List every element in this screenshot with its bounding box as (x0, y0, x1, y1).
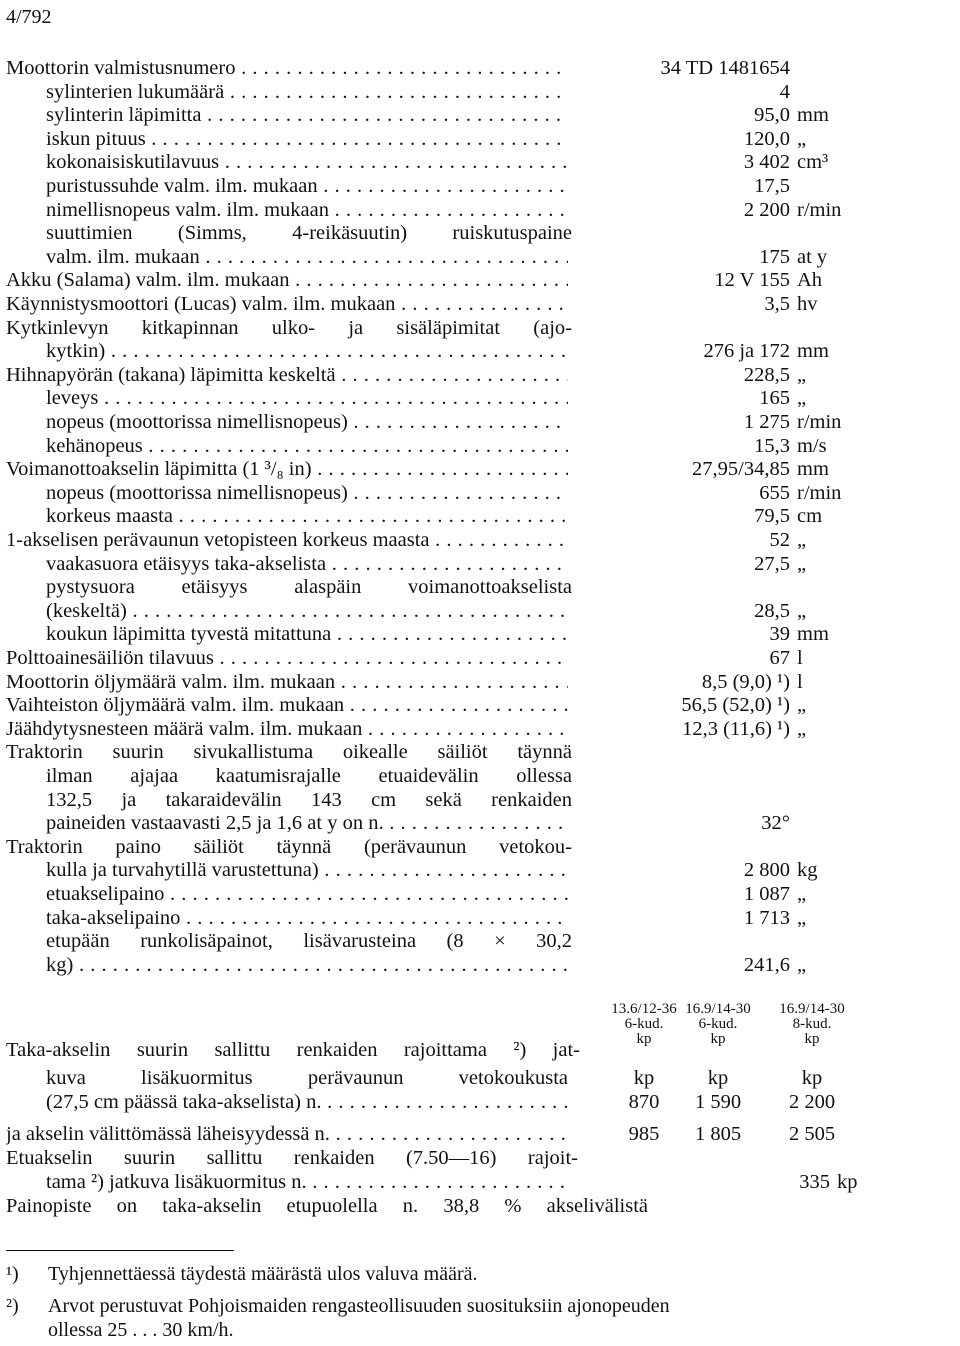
spec-value: 241,6 (743, 953, 790, 976)
tire-load-row (0, 1038, 960, 1062)
spec-label: sylinterin läpimitta . . . (46, 103, 568, 127)
spec-value: 1 713 (743, 906, 790, 929)
spec-value: 1 087 (743, 883, 790, 905)
spec-label: etuakselipaino . . . (46, 882, 568, 906)
spec-label: pystysuora etäisyys alaspäin voimanottoakselista (46, 576, 572, 599)
spec-row (0, 481, 960, 505)
spec-value: 165 (759, 387, 790, 410)
tire-load-label: kuva lisäkuormitus perävaunun vetokoukusta (46, 1067, 568, 1089)
tire-load-value: 2 505 (788, 1123, 836, 1145)
footnote (6, 1294, 876, 1342)
spec-unit: „ (797, 387, 807, 410)
spec-unit: r/min (797, 198, 842, 221)
spec-value: 27,5 (754, 552, 790, 575)
center-of-gravity-text: Painopiste on taka-akselin etupuolella n. 38,8 % akselivälistä (6, 1195, 648, 1217)
tire-load-value: 870 (628, 1091, 660, 1113)
spec-row (0, 386, 960, 410)
spec-label: nopeus (moottorissa nimellisnopeus) . . . (46, 410, 568, 434)
spec-label: Akku (Salama) valm. ilm. mukaan . . . (6, 268, 568, 292)
tire-load-label: (27,5 cm päässä taka-akselista) n. . . . (46, 1090, 568, 1114)
spec-row (0, 953, 960, 977)
spec-value: 39 (769, 623, 790, 646)
spec-label: etupään runkolisäpainot, lisävarusteina (8 × 30,2 (46, 930, 572, 953)
spec-unit: „ (797, 717, 807, 740)
spec-row (0, 858, 960, 882)
spec-value: 27,95/34,85 (692, 458, 790, 481)
spec-value: 175 (759, 245, 790, 268)
spec-unit: „ (797, 363, 807, 386)
spec-unit: r/min (797, 411, 842, 433)
tire-load-value: 1 805 (694, 1123, 742, 1145)
spec-label: Käynnistysmoottori (Lucas) valm. ilm. mukaan . . . (6, 292, 568, 316)
tire-load-row (0, 1066, 960, 1090)
spec-label: Kytkinlevyn kitkapinnan ulko- ja sisäläpimitat (ajo- (6, 316, 572, 339)
spec-row (0, 504, 960, 528)
spec-value: 67 (769, 647, 790, 669)
spec-value: 120,0 (743, 127, 790, 150)
spec-row (0, 717, 960, 741)
tire-load-value: kp (801, 1067, 823, 1089)
spec-row (0, 174, 960, 198)
spec-row (0, 646, 960, 670)
tire-column-header: 13.6/12-36 (611, 1001, 677, 1017)
spec-unit: „ (797, 953, 807, 976)
tire-load-row (0, 1122, 960, 1146)
spec-row (0, 316, 960, 340)
spec-label: Vaihteiston öljymäärä valm. ilm. mukaan . . . (6, 693, 568, 717)
spec-unit: mm (797, 104, 829, 127)
spec-value: 12 V 155 (714, 269, 790, 292)
spec-unit: at y (797, 245, 828, 268)
spec-row (0, 906, 960, 930)
spec-row (0, 528, 960, 552)
spec-unit: „ (797, 127, 807, 150)
spec-row (0, 599, 960, 623)
spec-row (0, 56, 960, 80)
spec-row (0, 80, 960, 104)
front-axle-unit: kp (837, 1171, 858, 1193)
front-axle-label: tama ²) jatkuva lisäkuormitus n. . . . (46, 1170, 568, 1194)
spec-row (0, 434, 960, 458)
spec-value: 95,0 (754, 104, 790, 127)
tire-load-value: 1 590 (694, 1091, 742, 1113)
spec-unit: r/min (797, 481, 842, 504)
footnote (6, 1262, 876, 1286)
tire-load-value: 985 (628, 1123, 660, 1145)
spec-label: Hihnapyörän (takana) läpimitta keskeltä . . . (6, 363, 568, 387)
spec-value: 12,3 (11,6) ¹) (682, 717, 790, 740)
spec-label: suuttimien (Simms, 4-reikäsuutin) ruiskutuspaine (46, 222, 572, 245)
tire-load-value: 2 200 (788, 1091, 836, 1113)
spec-row (0, 457, 960, 481)
front-axle-value: 335 (799, 1171, 830, 1193)
spec-value: 655 (759, 481, 790, 504)
spec-row (0, 670, 960, 694)
spec-label: sylinterien lukumäärä . . . (46, 80, 568, 104)
spec-row (0, 622, 960, 646)
spec-label: kulla ja turvahytillä varustettuna) . . . (46, 858, 568, 882)
spec-row (0, 103, 960, 127)
spec-label: nimellisnopeus valm. ilm. mukaan . . . (46, 198, 568, 222)
spec-label: Moottorin öljymäärä valm. ilm. mukaan . . . (6, 670, 568, 694)
spec-unit: cm (797, 505, 823, 528)
spec-row (0, 929, 960, 953)
spec-label: koukun läpimitta tyvestä mitattuna . . . (46, 622, 568, 646)
spec-label: ilman ajajaa kaatumisrajalle etuaidevälin ollessa (46, 765, 572, 787)
spec-value: 3 402 (743, 151, 790, 174)
spec-label: kehänopeus . . . (46, 434, 568, 458)
spec-row (0, 245, 960, 269)
spec-row (0, 575, 960, 599)
tire-load-label: ja akselin välittömässä läheisyydessä n. . . . (6, 1122, 568, 1146)
spec-label: iskun pituus . . . (46, 127, 568, 151)
spec-unit: mm (797, 340, 829, 363)
spec-row (0, 150, 960, 174)
spec-value: 56,5 (52,0) ¹) (681, 694, 790, 717)
tire-load-value: kp (633, 1067, 655, 1089)
footnote-mark: ²) (6, 1295, 19, 1317)
spec-unit: „ (797, 529, 807, 551)
front-axle-label: Etuakselin suurin sallittu renkaiden (7.50—16) rajoit- (6, 1147, 578, 1169)
spec-row (0, 363, 960, 387)
spec-value: 34 TD 1481654 (660, 57, 790, 79)
spec-row (0, 811, 960, 835)
spec-row (0, 198, 960, 222)
spec-value: 8,5 (9,0) ¹) (701, 670, 790, 693)
tire-load-label: Taka-akselin suurin sallittu renkaiden rajoittama ²) jat- (6, 1039, 580, 1061)
spec-label: Voimanottoakselin läpimitta (1 ³/₈ in) . . . (6, 457, 568, 481)
page-number: 4/792 (6, 6, 52, 28)
spec-value: 3,5 (764, 293, 790, 315)
tire-column-header: kp (636, 1031, 652, 1047)
spec-label: kg) . . . (46, 953, 568, 977)
spec-value: 17,5 (754, 175, 790, 197)
spec-row (0, 693, 960, 717)
spec-label: 1-akselisen perävaunun vetopisteen korkeus maasta . . . (6, 528, 568, 552)
spec-label: Jäähdytysnesteen määrä valm. ilm. mukaan . . . (6, 717, 568, 741)
spec-value: 2 200 (743, 198, 790, 221)
tire-column-header: 8-kud. (792, 1016, 832, 1032)
spec-value: 4 (779, 80, 790, 103)
spec-value: 79,5 (754, 505, 790, 528)
tire-load-value: kp (707, 1067, 729, 1089)
spec-unit: l (797, 647, 803, 669)
spec-label: Moottorin valmistusnumero . . . (6, 56, 568, 80)
spec-label: korkeus maasta . . . (46, 504, 568, 528)
spec-value: 2 800 (743, 859, 790, 882)
spec-row (0, 268, 960, 292)
spec-unit: „ (797, 694, 807, 717)
front-axle-line (0, 1146, 960, 1170)
tire-column-header: 16.9/14-30 (779, 1001, 845, 1017)
spec-row (0, 552, 960, 576)
spec-label: Traktorin suurin sivukallistuma oikealle säiliöt täynnä (6, 741, 572, 764)
footnote-text: Tyhjennettäessä täydestä määrästä ulos valuva määrä. (48, 1263, 478, 1285)
footnote-continuation: ollessa 25 . . . 30 km/h. (48, 1319, 234, 1341)
spec-value: 1 275 (743, 411, 790, 433)
spec-row (0, 410, 960, 434)
spec-value: 276 ja 172 (703, 340, 790, 363)
spec-unit: „ (797, 599, 807, 622)
front-axle-line (0, 1170, 960, 1194)
spec-unit: „ (797, 552, 807, 575)
spec-label: leveys . . . (46, 386, 568, 410)
spec-label: (keskeltä) . . . (46, 599, 568, 623)
spec-row (0, 740, 960, 764)
tire-column-header: 6-kud. (698, 1016, 738, 1032)
tire-load-row (0, 1090, 960, 1114)
spec-value: 52 (769, 529, 790, 551)
spec-unit: hv (797, 293, 818, 315)
spec-unit: mm (797, 458, 829, 481)
spec-label: taka-akselipaino . . . (46, 906, 568, 930)
spec-unit: „ (797, 906, 807, 929)
spec-unit: l (797, 670, 803, 693)
spec-label: Traktorin paino säiliöt täynnä (perävaunun vetokou- (6, 835, 572, 858)
spec-unit: Ah (797, 269, 823, 292)
tire-column-header: kp (804, 1031, 820, 1047)
spec-value: 32° (761, 812, 790, 835)
spec-unit: kg (797, 859, 818, 882)
spec-label: Polttoainesäiliön tilavuus . . . (6, 646, 568, 670)
tire-column-header: 6-kud. (624, 1016, 664, 1032)
footnote-mark: ¹) (6, 1263, 19, 1285)
tire-column-header: kp (710, 1031, 726, 1047)
spec-row (0, 127, 960, 151)
spec-value: 28,5 (754, 599, 790, 622)
footnote-divider (6, 1250, 234, 1251)
spec-label: vaakasuora etäisyys taka-akselista . . . (46, 552, 568, 576)
spec-row (0, 882, 960, 906)
spec-row (0, 788, 960, 812)
spec-row (0, 221, 960, 245)
spec-row (0, 292, 960, 316)
footnote-text: Arvot perustuvat Pohjoismaiden rengasteollisuuden suosituksiin ajonopeuden (48, 1295, 670, 1317)
spec-label: nopeus (moottorissa nimellisnopeus) . . . (46, 481, 568, 505)
spec-unit: mm (797, 623, 829, 646)
spec-label: kokonaisiskutilavuus . . . (46, 150, 568, 174)
center-of-gravity (0, 1194, 960, 1218)
spec-value: 15,3 (754, 434, 790, 457)
spec-unit: m/s (797, 434, 827, 457)
spec-row (0, 764, 960, 788)
spec-label: 132,5 ja takaraidevälin 143 cm sekä renkaiden (46, 788, 572, 811)
spec-label: puristussuhde valm. ilm. mukaan . . . (46, 174, 568, 198)
spec-value: 228,5 (743, 363, 790, 386)
spec-row (0, 835, 960, 859)
spec-label: kytkin) . . . (46, 339, 568, 363)
tire-column-header: 16.9/14-30 (685, 1001, 751, 1017)
spec-unit: „ (797, 883, 807, 905)
spec-label: paineiden vastaavasti 2,5 ja 1,6 at y on n. . . . (46, 811, 568, 835)
spec-unit: cm³ (797, 151, 829, 174)
spec-label: valm. ilm. mukaan . . . (46, 245, 568, 269)
spec-row (0, 339, 960, 363)
